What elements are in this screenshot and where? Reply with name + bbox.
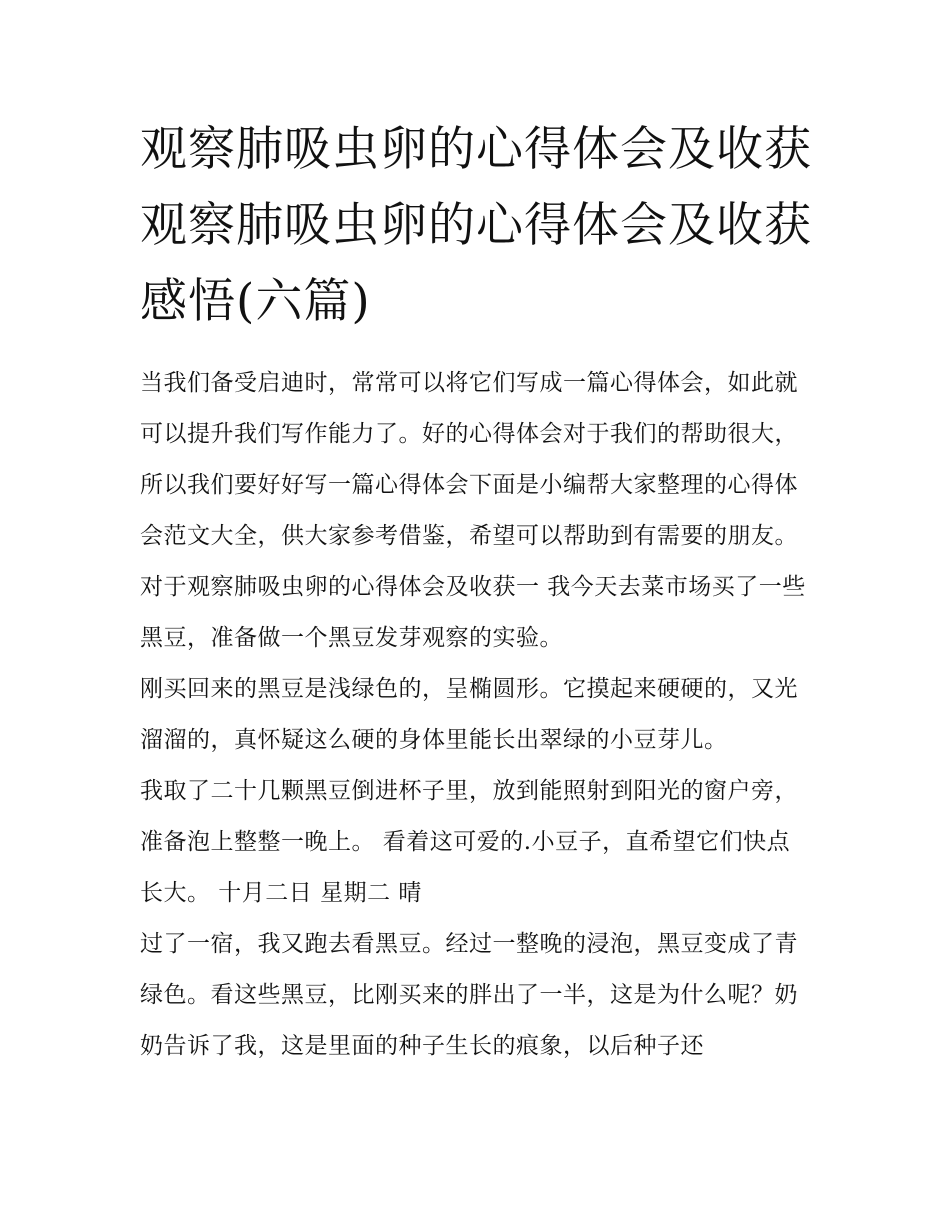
paragraph-black-beans-description: 刚买回来的黑豆是浅绿色的，呈椭圆形。它摸起来硬硬的，又光溜溜的，真怀疑这么硬的身体里能长出翠绿的小豆芽儿。 <box>140 676 798 753</box>
document-title: 观察肺吸虫卵的心得体会及收获 观察肺吸虫卵的心得体会及收获感悟(六篇) <box>140 122 812 329</box>
paragraph-soaking: 我取了二十几颗黑豆倒进杯子里，放到能照射到阳光的窗户旁，准备泡上整整一晚上。 看着这可爱的.小豆子，直希望它们快点长大。 十月二日 星期二 晴 <box>140 778 798 906</box>
paragraph-next-day: 过了一宿，我又跑去看黑豆。经过一整晚的浸泡，黑豆变成了青绿色。看这些黑豆，比刚买来的胖出了一半，这是为什么呢？奶奶告诉了我，这是里面的种子生长的痕象，以后种子还 <box>140 931 798 1059</box>
paragraph-section-one: 对于观察肺吸虫卵的心得体会及收获一 我今天去菜市场买了一些黑豆，准备做一个黑豆发芽观察的实验。 <box>140 574 806 651</box>
paragraph-intro: 当我们备受启迪时，常常可以将它们写成一篇心得体会，如此就可以提升我们写作能力了。好的心得体会对于我们的帮助很大，所以我们要好好写一篇心得体会下面是小编帮大家整理的心得体会范文大全，供大家参考借鉴，希望可以帮助到有需要的朋友。 <box>140 370 798 549</box>
